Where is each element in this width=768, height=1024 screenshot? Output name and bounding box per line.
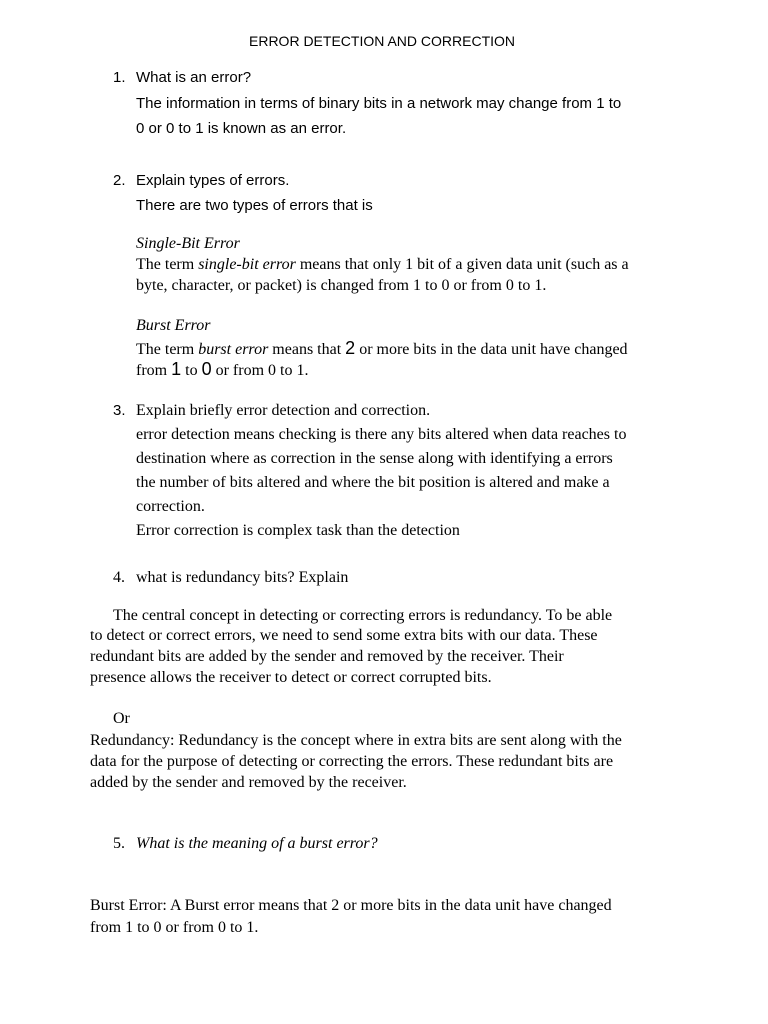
- q4-paragraph-line: data for the purpose of detecting or correcting the errors. These redundant bits are: [90, 753, 614, 770]
- q4-paragraph-line: The central concept in detecting or correcting errors is redundancy. To be able: [113, 607, 613, 624]
- q1-number: 1.: [113, 69, 126, 86]
- q4-question: what is redundancy bits? Explain: [136, 569, 349, 586]
- q2-intro: There are two types of errors that is: [136, 197, 373, 214]
- q3-answer-line: the number of bits altered and where the bit position is altered and make a: [136, 474, 610, 491]
- text-run: or more bits in the data unit have changed: [355, 341, 628, 358]
- or-text: Or: [113, 710, 130, 727]
- single-bit-line: byte, character, or packet) is changed from 1 to 0 or from 0 to 1.: [136, 277, 547, 294]
- text-run: means that only 1 bit of a given data unit (such as a: [295, 256, 629, 273]
- text-run: The term: [136, 256, 199, 273]
- text-run: or from 0 to 1.: [211, 362, 309, 379]
- q5-answer-line: Burst Error: A Burst error means that 2 or more bits in the data unit have changed: [90, 897, 612, 914]
- number-one: 1: [171, 359, 182, 379]
- q4-paragraph-line: Redundancy: Redundancy is the concept where in extra bits are sent along with the: [90, 732, 622, 749]
- q5-question: What is the meaning of a burst error?: [136, 835, 378, 852]
- q5-number: 5.: [113, 835, 125, 852]
- term-burst-error: burst error: [198, 341, 269, 358]
- q4-paragraph-line: added by the sender and removed by the receiver.: [90, 774, 407, 791]
- page-title: ERROR DETECTION AND CORRECTION: [249, 33, 516, 49]
- single-bit-heading: Single-Bit Error: [136, 235, 240, 252]
- q5-answer-line: from 1 to 0 or from 0 to 1.: [90, 919, 259, 936]
- text-run: to: [181, 362, 202, 379]
- q4-paragraph-line: presence allows the receiver to detect or correct corrupted bits.: [90, 669, 492, 686]
- q4-number: 4.: [113, 569, 125, 586]
- q3-question: Explain briefly error detection and correction.: [136, 402, 431, 419]
- q3-answer-line: destination where as correction in the sense along with identifying a errors: [136, 450, 613, 467]
- text-run: The term: [136, 341, 199, 358]
- q3-answer-line: error detection means checking is there any bits altered when data reaches to: [136, 426, 627, 443]
- q3-number: 3.: [113, 402, 126, 419]
- q3-answer-line: correction.: [136, 498, 205, 515]
- q3-answer-line: Error correction is complex task than the detection: [136, 522, 460, 539]
- q2-number: 2.: [113, 172, 126, 189]
- number-two: 2: [345, 338, 356, 358]
- q4-paragraph-line: to detect or correct errors, we need to send some extra bits with our data. These: [90, 627, 598, 644]
- number-zero: 0: [201, 359, 212, 379]
- burst-error-line: [136, 360, 308, 379]
- burst-error-line: [136, 339, 628, 358]
- q1-answer-line: The information in terms of binary bits in a network may change from 1 to: [136, 95, 622, 112]
- text-run: from: [136, 362, 172, 379]
- q1-answer-line: 0 or 0 to 1 is known as an error.: [136, 120, 347, 137]
- q4-paragraph-line: redundant bits are added by the sender and removed by the receiver. Their: [90, 648, 564, 665]
- q2-question: Explain types of errors.: [136, 172, 290, 189]
- text-run: means that: [268, 341, 346, 358]
- single-bit-line: [136, 257, 629, 273]
- burst-error-heading: Burst Error: [136, 317, 211, 334]
- q1-question: What is an error?: [136, 69, 252, 86]
- term-single-bit-error: single-bit error: [198, 256, 296, 273]
